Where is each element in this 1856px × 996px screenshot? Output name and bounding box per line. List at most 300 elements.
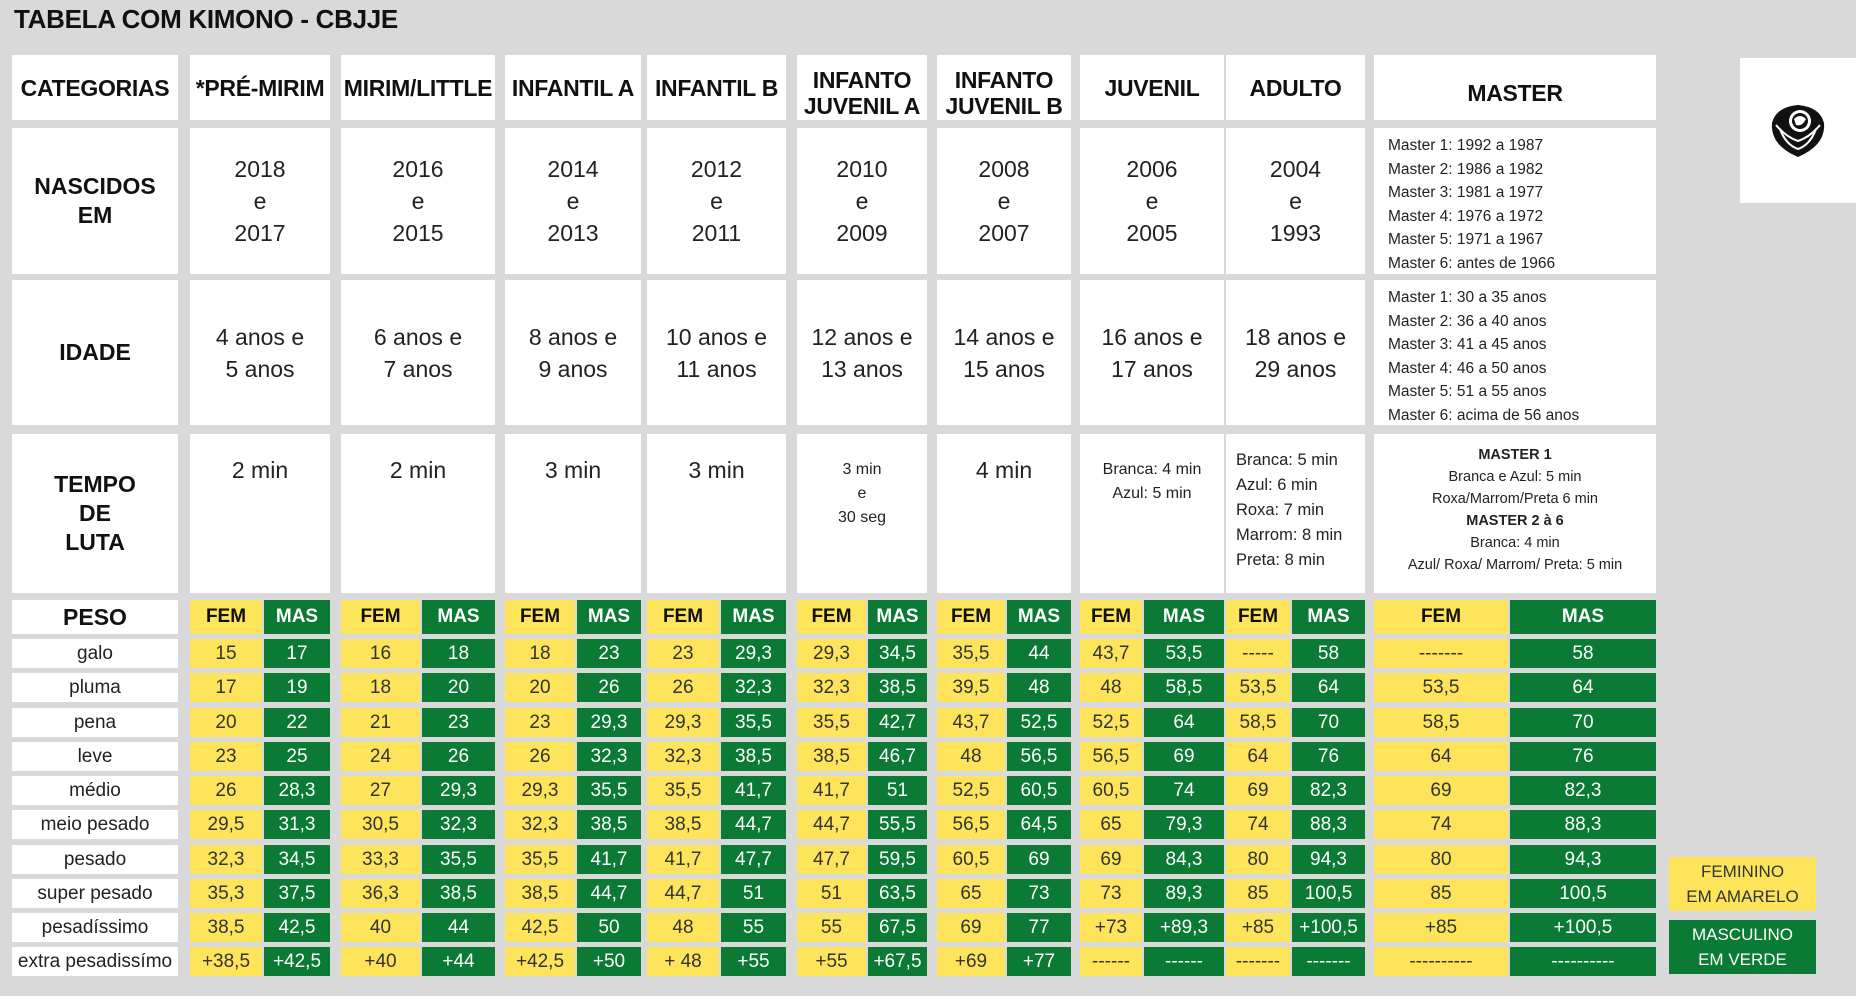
category-header xyxy=(341,55,495,120)
weight-fem: 35,5 xyxy=(937,639,1005,668)
tempo-cell xyxy=(797,434,927,593)
tempo-cell xyxy=(647,434,786,593)
weight-mas: 29,3 xyxy=(577,708,641,737)
tempo-cell xyxy=(937,434,1071,593)
weight-fem: 53,5 xyxy=(1226,673,1290,702)
weight-class-label: extra pesadissímo xyxy=(12,947,178,976)
weight-fem: 85 xyxy=(1374,879,1508,908)
weight-fem: 35,5 xyxy=(647,776,719,805)
idade-line: 10 anos e xyxy=(665,323,768,350)
row-label-tempo xyxy=(12,434,178,593)
tempo-line: Marrom: 8 min xyxy=(1236,526,1343,544)
tempo-line: Azul: 5 min xyxy=(1112,485,1192,502)
legend-feminino-line1: FEMININO xyxy=(1700,862,1785,881)
weight-fem: 30,5 xyxy=(341,810,420,839)
weight-fem: ----- xyxy=(1226,639,1290,668)
weight-fem: 69 xyxy=(937,913,1005,942)
weight-mas: 47,7 xyxy=(721,845,786,874)
weight-fem: 26 xyxy=(505,742,575,771)
weight-mas: 23 xyxy=(577,639,641,668)
weight-fem: +69 xyxy=(937,947,1005,976)
tempo-cell xyxy=(505,434,641,593)
row-label-nascidos xyxy=(12,128,178,274)
weight-fem: 38,5 xyxy=(190,913,262,942)
weight-fem: 23 xyxy=(505,708,575,737)
nascidos-line: 2008 xyxy=(978,156,1030,182)
nascidos-line: e xyxy=(253,188,267,214)
weight-mas: +100,5 xyxy=(1292,913,1365,942)
tempo-line: Branca: 4 min xyxy=(1102,461,1202,478)
weight-fem: 38,5 xyxy=(797,742,866,771)
nascidos-cell xyxy=(1080,128,1224,274)
tempo-line: e xyxy=(857,485,867,502)
category-header xyxy=(505,55,641,120)
weight-fem: 20 xyxy=(190,708,262,737)
nascidos-line: e xyxy=(997,188,1011,214)
fem-header: FEM xyxy=(341,600,420,634)
weight-mas: 67,5 xyxy=(868,913,927,942)
nascidos-line: 2010 xyxy=(836,156,888,182)
category-name-line: JUVENIL A xyxy=(803,92,921,119)
nascidos-line: 2012 xyxy=(690,156,743,182)
legend-feminino-line2: EM AMARELO xyxy=(1686,887,1799,906)
category-header xyxy=(647,55,786,120)
weight-mas: 84,3 xyxy=(1144,845,1224,874)
tempo-line: 3 min xyxy=(544,457,602,483)
weight-mas: 41,7 xyxy=(577,845,641,874)
legend-feminino xyxy=(1669,857,1816,911)
weight-mas: +42,5 xyxy=(264,947,330,976)
idade-cell xyxy=(647,280,786,425)
weight-mas: 58 xyxy=(1292,639,1365,668)
weight-fem: 44,7 xyxy=(647,879,719,908)
idade-cell xyxy=(937,280,1071,425)
weight-fem: 36,3 xyxy=(341,879,420,908)
nascidos-line: 2007 xyxy=(978,220,1030,246)
weight-fem: 58,5 xyxy=(1226,708,1290,737)
weight-fem: ------- xyxy=(1226,947,1290,976)
category-header xyxy=(1374,55,1656,120)
weight-fem: +55 xyxy=(797,947,866,976)
weight-mas: 35,5 xyxy=(577,776,641,805)
fem-header: FEM xyxy=(937,600,1005,634)
weight-mas: 29,3 xyxy=(422,776,495,805)
weight-fem: 65 xyxy=(937,879,1005,908)
row-label-peso: PESO xyxy=(12,600,178,634)
tempo-line: Azul: 6 min xyxy=(1236,476,1318,494)
weight-fem: ------ xyxy=(1080,947,1142,976)
weight-mas: 42,7 xyxy=(868,708,927,737)
weight-mas: 19 xyxy=(264,673,330,702)
weight-fem: 43,7 xyxy=(937,708,1005,737)
row-label-line: EM xyxy=(77,202,113,228)
weight-fem: 35,5 xyxy=(505,845,575,874)
idade-line: 12 anos e xyxy=(811,323,913,350)
idade-cell xyxy=(505,280,641,425)
weight-fem: 52,5 xyxy=(937,776,1005,805)
weight-class-label: super pesado xyxy=(12,879,178,908)
nascidos-line: 2004 xyxy=(1269,156,1322,182)
weight-mas: 74 xyxy=(1144,776,1224,805)
tempo-line: Preta: 8 min xyxy=(1236,551,1325,569)
weight-mas: 44,7 xyxy=(721,810,786,839)
weight-mas: 34,5 xyxy=(264,845,330,874)
nascidos-line: e xyxy=(411,188,425,214)
weight-mas: ------ xyxy=(1144,947,1224,976)
weight-mas: 51 xyxy=(868,776,927,805)
weight-class-label: pesadíssimo xyxy=(12,913,178,942)
weight-mas: 55 xyxy=(721,913,786,942)
weight-mas: 44 xyxy=(1007,639,1071,668)
row-label-line: NASCIDOS xyxy=(34,173,156,199)
weight-mas: 23 xyxy=(422,708,495,737)
mas-header: MAS xyxy=(1292,600,1365,634)
master-idade-line: Master 4: 46 a 50 anos xyxy=(1388,359,1547,377)
weight-fem: 47,7 xyxy=(797,845,866,874)
mas-header: MAS xyxy=(577,600,641,634)
weight-mas: 77 xyxy=(1007,913,1071,942)
page-title: TABELA COM KIMONO - CBJJE xyxy=(14,4,398,34)
master-nascidos xyxy=(1374,128,1656,274)
weight-mas: 31,3 xyxy=(264,810,330,839)
weight-fem: 48 xyxy=(937,742,1005,771)
weight-mas: 32,3 xyxy=(577,742,641,771)
category-name-line: JUVENIL xyxy=(1104,74,1200,101)
mas-header: MAS xyxy=(1510,600,1656,634)
weight-fem: ---------- xyxy=(1374,947,1508,976)
weight-mas: 35,5 xyxy=(422,845,495,874)
category-header xyxy=(1226,55,1365,120)
weight-fem: 23 xyxy=(647,639,719,668)
category-name-line: INFANTO xyxy=(812,66,912,93)
weight-fem: 85 xyxy=(1226,879,1290,908)
weight-fem: 80 xyxy=(1374,845,1508,874)
tempo-line: Roxa: 7 min xyxy=(1236,501,1325,519)
category-name-line: INFANTIL B xyxy=(654,74,779,101)
tempo-line: 2 min xyxy=(231,457,289,483)
idade-line: 18 anos e xyxy=(1244,323,1347,350)
weight-fem: 32,3 xyxy=(190,845,262,874)
weight-class-label: meio pesado xyxy=(12,810,178,839)
weight-fem: 52,5 xyxy=(1080,708,1142,737)
weight-mas: 94,3 xyxy=(1510,845,1656,874)
weight-fem: 43,7 xyxy=(1080,639,1142,668)
weight-mas: 44,7 xyxy=(577,879,641,908)
fem-header: FEM xyxy=(1080,600,1142,634)
master-nascidos-line: Master 6: antes de 1966 xyxy=(1388,254,1556,272)
weight-mas: 22 xyxy=(264,708,330,737)
weight-fem: 74 xyxy=(1226,810,1290,839)
nascidos-line: 2016 xyxy=(392,156,444,182)
weight-mas: 63,5 xyxy=(868,879,927,908)
idade-cell xyxy=(1080,280,1224,425)
idade-line: 4 anos e xyxy=(215,323,305,350)
weight-fem: 69 xyxy=(1226,776,1290,805)
weight-fem: 69 xyxy=(1374,776,1508,805)
fem-header: FEM xyxy=(1374,600,1508,634)
master-idade-line: Master 6: acima de 56 anos xyxy=(1388,406,1580,424)
weight-fem: 32,3 xyxy=(505,810,575,839)
weight-fem: 24 xyxy=(341,742,420,771)
idade-cell xyxy=(797,280,927,425)
master-idade-line: Master 1: 30 a 35 anos xyxy=(1388,289,1547,306)
weight-fem: 29,3 xyxy=(797,639,866,668)
weight-mas: 29,3 xyxy=(721,639,786,668)
category-name-line: JUVENIL B xyxy=(945,92,1063,119)
mas-header: MAS xyxy=(422,600,495,634)
weight-mas: 82,3 xyxy=(1292,776,1365,805)
master-nascidos-line: Master 5: 1971 a 1967 xyxy=(1388,231,1544,248)
tempo-line: 30 seg xyxy=(837,509,887,526)
nascidos-line: e xyxy=(710,188,723,214)
weight-mas: 26 xyxy=(577,673,641,702)
weight-mas: 44 xyxy=(422,913,495,942)
master-idade-line: Master 3: 41 a 45 anos xyxy=(1388,336,1547,353)
weight-mas: 25 xyxy=(264,742,330,771)
mas-header: MAS xyxy=(1144,600,1224,634)
weight-class-label: médio xyxy=(12,776,178,805)
master-nascidos-line: Master 1: 1992 a 1987 xyxy=(1388,137,1544,154)
weight-fem: 56,5 xyxy=(937,810,1005,839)
nascidos-line: 2006 xyxy=(1126,156,1178,182)
weight-fem: 56,5 xyxy=(1080,742,1142,771)
weight-fem: +38,5 xyxy=(190,947,262,976)
idade-line: 16 anos e xyxy=(1101,323,1203,350)
weight-fem: 74 xyxy=(1374,810,1508,839)
nascidos-cell xyxy=(937,128,1071,274)
master-nascidos-line: Master 2: 1986 a 1982 xyxy=(1388,160,1544,178)
cbjje-logo-icon xyxy=(1740,58,1856,203)
weight-fem: 64 xyxy=(1226,742,1290,771)
row-label-line: TEMPO xyxy=(54,471,136,497)
weight-fem: 41,7 xyxy=(647,845,719,874)
weight-fem: 60,5 xyxy=(1080,776,1142,805)
category-header xyxy=(797,55,927,120)
nascidos-line: e xyxy=(566,188,580,214)
category-header xyxy=(190,55,330,120)
idade-line: 9 anos xyxy=(538,355,608,382)
weight-fem: 32,3 xyxy=(797,673,866,702)
weight-mas: 89,3 xyxy=(1144,879,1224,908)
weight-mas: 51 xyxy=(721,879,786,908)
weight-fem: 38,5 xyxy=(505,879,575,908)
weight-fem: 42,5 xyxy=(505,913,575,942)
weight-fem: 65 xyxy=(1080,810,1142,839)
idade-line: 29 anos xyxy=(1254,355,1337,382)
nascidos-cell xyxy=(505,128,641,274)
mas-header: MAS xyxy=(264,600,330,634)
tempo-line: 3 min xyxy=(842,461,882,478)
weight-mas: 46,7 xyxy=(868,742,927,771)
tempo-cell xyxy=(341,434,495,593)
master-tempo-line: Branca e Azul: 5 min xyxy=(1448,469,1582,485)
weight-class-label: pesado xyxy=(12,845,178,874)
idade-cell xyxy=(1226,280,1365,425)
weight-fem: 29,3 xyxy=(647,708,719,737)
weight-mas: 64 xyxy=(1510,673,1656,702)
weight-fem: 55 xyxy=(797,913,866,942)
weight-mas: 35,5 xyxy=(721,708,786,737)
nascidos-line: 2017 xyxy=(234,220,286,246)
weight-mas: +100,5 xyxy=(1510,913,1656,942)
master-tempo-line: Branca: 4 min xyxy=(1470,535,1560,551)
fem-header: FEM xyxy=(647,600,719,634)
nascidos-line: e xyxy=(1289,188,1302,214)
nascidos-line: 1993 xyxy=(1269,220,1322,246)
weight-mas: 26 xyxy=(422,742,495,771)
weight-fem: ------- xyxy=(1374,639,1508,668)
idade-line: 5 anos xyxy=(225,355,295,382)
tempo-cell xyxy=(1080,434,1224,593)
legend-masculino xyxy=(1669,920,1816,974)
weight-mas: 42,5 xyxy=(264,913,330,942)
nascidos-line: 2013 xyxy=(547,220,599,246)
weight-mas: +44 xyxy=(422,947,495,976)
master-tempo xyxy=(1374,434,1656,593)
weight-mas: 82,3 xyxy=(1510,776,1656,805)
weight-fem: +85 xyxy=(1226,913,1290,942)
weight-mas: 41,7 xyxy=(721,776,786,805)
idade-line: 6 anos e xyxy=(373,323,463,350)
idade-line: 14 anos e xyxy=(953,323,1055,350)
weight-mas: 76 xyxy=(1292,742,1365,771)
weight-fem: +73 xyxy=(1080,913,1142,942)
nascidos-line: e xyxy=(1145,188,1159,214)
weight-mas: 56,5 xyxy=(1007,742,1071,771)
weight-mas: 88,3 xyxy=(1510,810,1656,839)
legend-masculino-line1: MASCULINO xyxy=(1691,925,1794,944)
weight-mas: +55 xyxy=(721,947,786,976)
weight-mas: 52,5 xyxy=(1007,708,1071,737)
master-tempo-line: Roxa/Marrom/Preta 6 min xyxy=(1432,491,1598,507)
nascidos-line: 2014 xyxy=(547,156,599,182)
legend-masculino-line2: EM VERDE xyxy=(1698,950,1787,969)
weight-fem: 21 xyxy=(341,708,420,737)
idade-line: 7 anos xyxy=(383,355,453,382)
weight-mas: +89,3 xyxy=(1144,913,1224,942)
weight-fem: 48 xyxy=(1080,673,1142,702)
tempo-line: 2 min xyxy=(389,457,447,483)
weight-mas: 59,5 xyxy=(868,845,927,874)
weight-mas: 20 xyxy=(422,673,495,702)
tempo-line: 4 min xyxy=(975,457,1033,483)
weight-mas: 32,3 xyxy=(721,673,786,702)
weight-fem: 58,5 xyxy=(1374,708,1508,737)
weight-class-label: pena xyxy=(12,708,178,737)
weight-fem: 64 xyxy=(1374,742,1508,771)
weight-fem: 48 xyxy=(647,913,719,942)
tempo-cell xyxy=(1226,434,1365,593)
idade-line: 8 anos e xyxy=(528,323,618,350)
fem-header: FEM xyxy=(1226,600,1290,634)
nascidos-line: 2018 xyxy=(234,156,286,182)
weight-fem: 18 xyxy=(505,639,575,668)
category-name-line: MASTER xyxy=(1467,79,1563,106)
weight-fem: 17 xyxy=(190,673,262,702)
fem-header: FEM xyxy=(190,600,262,634)
idade-line: 17 anos xyxy=(1111,355,1193,382)
weight-mas: 60,5 xyxy=(1007,776,1071,805)
weight-fem: 26 xyxy=(190,776,262,805)
weight-fem: 35,5 xyxy=(797,708,866,737)
weight-mas: 100,5 xyxy=(1292,879,1365,908)
weight-mas: ------- xyxy=(1292,947,1365,976)
weight-mas: 48 xyxy=(1007,673,1071,702)
fem-header: FEM xyxy=(505,600,575,634)
weight-fem: 80 xyxy=(1226,845,1290,874)
weight-mas: 69 xyxy=(1007,845,1071,874)
weight-fem: 44,7 xyxy=(797,810,866,839)
tempo-line: Branca: 5 min xyxy=(1236,451,1338,469)
weight-fem: 23 xyxy=(190,742,262,771)
weight-mas: 50 xyxy=(577,913,641,942)
weight-fem: 18 xyxy=(341,673,420,702)
master-idade-line: Master 2: 36 a 40 anos xyxy=(1388,312,1547,330)
weight-class-label: leve xyxy=(12,742,178,771)
weight-fem: 35,3 xyxy=(190,879,262,908)
weight-class-label: galo xyxy=(12,639,178,668)
weight-mas: 70 xyxy=(1292,708,1365,737)
weight-fem: 39,5 xyxy=(937,673,1005,702)
idade-line: 11 anos xyxy=(676,355,757,382)
weight-mas: 38,5 xyxy=(577,810,641,839)
weight-fem: 38,5 xyxy=(647,810,719,839)
weight-mas: 18 xyxy=(422,639,495,668)
weight-mas: 38,5 xyxy=(422,879,495,908)
row-label-line: LUTA xyxy=(65,529,125,555)
master-nascidos-line: Master 3: 1981 a 1977 xyxy=(1388,184,1544,201)
mas-header: MAS xyxy=(868,600,927,634)
category-header xyxy=(937,55,1071,120)
weight-fem: 27 xyxy=(341,776,420,805)
mas-header: MAS xyxy=(1007,600,1071,634)
tempo-cell xyxy=(190,434,330,593)
weight-mas: +77 xyxy=(1007,947,1071,976)
weight-fem: 69 xyxy=(1080,845,1142,874)
weight-mas: 55,5 xyxy=(868,810,927,839)
master-tempo-line: MASTER 1 xyxy=(1478,447,1552,463)
weight-fem: 15 xyxy=(190,639,262,668)
category-name-line: MIRIM/LITTLE xyxy=(343,74,493,101)
nascidos-cell xyxy=(797,128,927,274)
weight-fem: +85 xyxy=(1374,913,1508,942)
weight-fem: + 48 xyxy=(647,947,719,976)
row-label-idade: IDADE xyxy=(12,280,178,425)
nascidos-cell xyxy=(341,128,495,274)
idade-line: 13 anos xyxy=(821,355,903,382)
nascidos-line: 2005 xyxy=(1126,220,1178,246)
fem-header: FEM xyxy=(797,600,866,634)
category-name-line: INFANTIL A xyxy=(511,74,635,101)
weight-fem: 60,5 xyxy=(937,845,1005,874)
weight-mas: 38,5 xyxy=(868,673,927,702)
weight-mas: 34,5 xyxy=(868,639,927,668)
master-nascidos-line: Master 4: 1976 a 1972 xyxy=(1388,207,1544,225)
weight-mas: 58 xyxy=(1510,639,1656,668)
corner-label: CATEGORIAS xyxy=(12,55,178,120)
weight-mas: 69 xyxy=(1144,742,1224,771)
idade-line: 15 anos xyxy=(963,355,1045,382)
weight-fem: +40 xyxy=(341,947,420,976)
weight-mas: +67,5 xyxy=(868,947,927,976)
weight-mas: 73 xyxy=(1007,879,1071,908)
idade-cell xyxy=(190,280,330,425)
weight-mas: 64 xyxy=(1292,673,1365,702)
idade-cell xyxy=(341,280,495,425)
nascidos-line: 2015 xyxy=(392,220,444,246)
nascidos-line: 2011 xyxy=(691,220,742,246)
weight-fem: +42,5 xyxy=(505,947,575,976)
